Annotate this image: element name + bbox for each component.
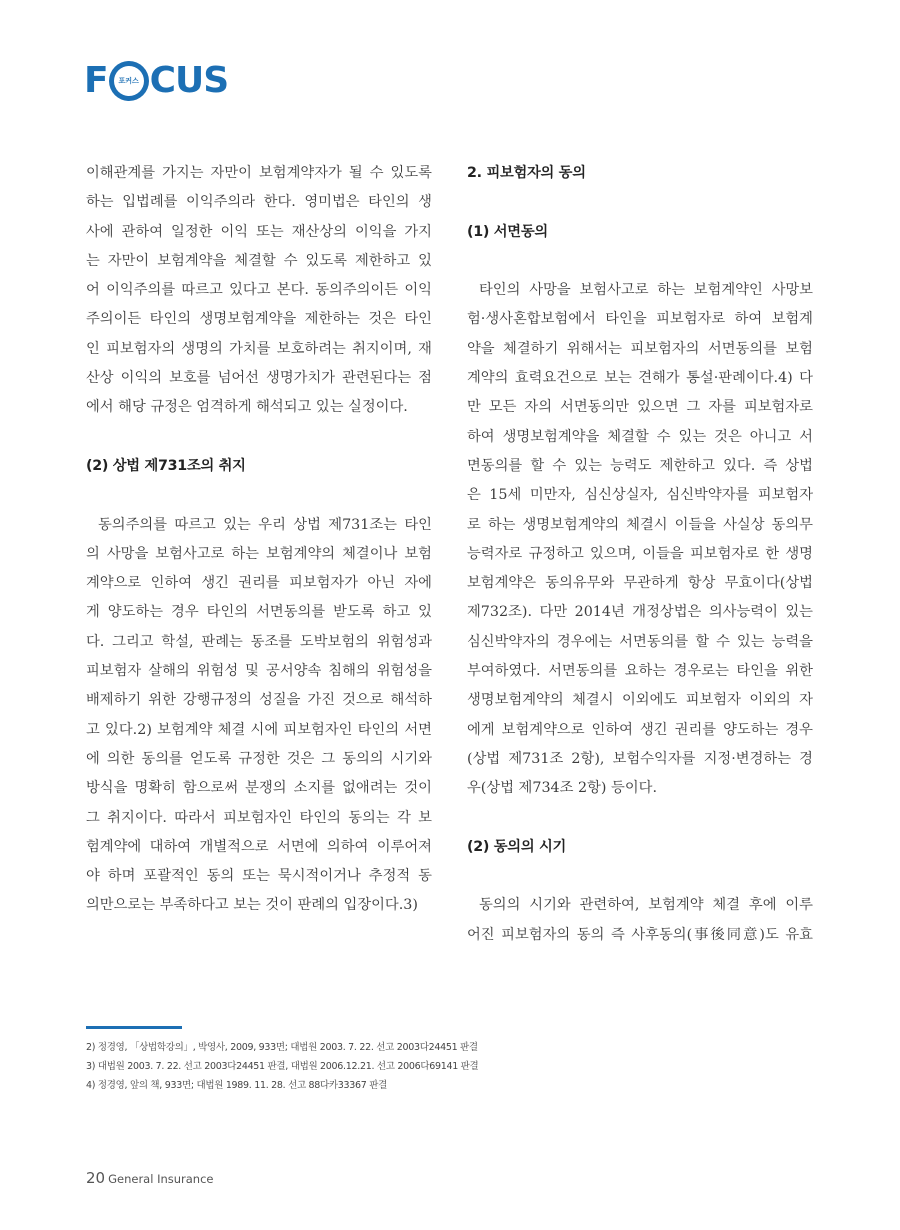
section-heading: (2) 동의의 시기 (467, 838, 567, 855)
body-text-line: 배제하기 위한 강행규정의 성질을 가진 것으로 해석하 (86, 692, 432, 709)
body-text-line: 에 의한 동의를 얻도록 규정한 것은 그 동의의 시기와 (86, 750, 432, 767)
body-text-line: 에게 보험계약으로 인하여 생긴 권리를 양도하는 경우 (467, 721, 813, 738)
body-text-line: 피보험자 살해의 위험성 및 공서양속 침해의 위험성을 (86, 663, 432, 680)
body-text-line: 동의주의를 따르고 있는 우리 상법 제731조는 타인 (98, 516, 432, 533)
body-text-line: 심신박약자의 경우에는 서면동의를 할 수 있는 능력을 (467, 633, 813, 650)
body-text-line: 산상 이익의 보호를 넘어선 생명가치가 관련된다는 점 (86, 370, 432, 387)
logo-badge-text: 포커스 (114, 66, 144, 96)
body-text-line: (상법 제731조 2항), 보험수익자를 지정·변경하는 경 (467, 750, 813, 767)
body-text-line: 의만으로는 부족하다고 보는 것이 판례의 입장이다.3) (86, 897, 418, 914)
footnote-divider (86, 1026, 182, 1029)
body-text-line: 면동의를 할 수 있는 능력도 제한하고 있다. 즉 상법 (467, 457, 813, 474)
paragraph-gap (467, 804, 813, 833)
body-text-line: 그 취지이다. 따라서 피보험자인 타인의 동의는 각 보 (86, 809, 432, 826)
body-text-line: 계약으로 인하여 생긴 권리를 피보험자가 아닌 자에 (86, 575, 432, 592)
body-text-line: 능력자로 규정하고 있으며, 이들을 피보험자로 한 생명 (467, 545, 813, 562)
logo-letter-f: F (84, 60, 108, 101)
page-footer (86, 1168, 214, 1187)
body-text-line: 보험계약은 동의유무와 무관하게 항상 무효이다(상법 (467, 575, 813, 592)
section-heading: 2. 피보험자의 동의 (467, 165, 586, 181)
left-column (86, 159, 432, 921)
body-text-line: 험계약에 대하여 개별적으로 서면에 의하여 이루어져 (86, 838, 432, 855)
paragraph-gap (467, 247, 813, 276)
body-text-line: 험·생사혼합보험에서 타인을 피보험자로 하여 보험계 (467, 311, 813, 328)
paragraph-gap (86, 481, 432, 510)
body-text-line: 부여하였다. 서면동의를 요하는 경우로는 타인을 위한 (467, 663, 813, 680)
body-text-line: 로 하는 생명보험계약의 체결시 이들을 사실상 동의무 (467, 516, 813, 533)
section-heading: (2) 상법 제731조의 취지 (86, 457, 246, 474)
body-text-line: 우(상법 제734조 2항) 등이다. (467, 780, 658, 797)
body-text-line: 에서 해당 규정은 엄격하게 해석되고 있는 실정이다. (86, 399, 408, 416)
right-column (467, 159, 813, 950)
page-number: 20 (86, 1169, 106, 1187)
section-heading: (1) 서면동의 (467, 223, 548, 240)
body-text-line: 방식을 명확히 함으로써 분쟁의 소지를 없애려는 것이 (86, 780, 432, 797)
body-text-line: 주의이든 타인의 생명보험계약을 제한하는 것은 타인 (86, 311, 432, 328)
body-text-line: 사에 관하여 일정한 이익 또는 재산상의 이익을 가지 (86, 223, 432, 240)
body-text-line: 게 양도하는 경우 타인의 서면동의를 받도록 하고 있 (86, 604, 432, 621)
body-text-line: 만 모든 자의 서면동의만 있으면 그 자를 피보험자로 (467, 399, 813, 416)
publication-name: General Insurance (108, 1172, 214, 1186)
body-text-line: 어진 피보험자의 동의 즉 사후동의(事後同意)도 유효 (467, 926, 813, 943)
body-text-line: 야 하며 포괄적인 동의 또는 묵시적이거나 추정적 동 (86, 868, 432, 885)
body-text-line: 하는 입법례를 이익주의라 한다. 영미법은 타인의 생 (86, 194, 432, 211)
body-text-line: 이해관계를 가지는 자만이 보험계약자가 될 수 있도록 (86, 165, 432, 181)
body-text-line: 약을 체결하기 위해서는 피보험자의 서면동의를 보험 (467, 340, 813, 357)
body-text-line: 계약의 효력요건으로 보는 견해가 통설·판례이다.4) 다 (467, 370, 813, 387)
body-text-line: 타인의 사망을 보험사고로 하는 보험계약인 사망보 (479, 282, 813, 299)
body-text-line: 하여 생명보험계약을 체결할 수 있는 것은 아니고 서 (467, 428, 813, 445)
body-text-line: 는 자만이 보험계약을 체결할 수 있도록 제한하고 있 (86, 252, 432, 269)
body-text-line: 어 이익주의를 따르고 있다고 본다. 동의주의이든 이익 (86, 282, 432, 299)
paragraph-gap (467, 862, 813, 891)
body-text-line: 생명보험계약의 체결시 이외에도 피보험자 이외의 자 (467, 692, 813, 709)
footnote-3: 3) 대법원 2003. 7. 22. 선고 2003다24451 판결, 대법원 2006.12.21. 선고 2006다69141 판결 (86, 1061, 479, 1072)
body-text-line: 다. 그리고 학설, 판례는 동조를 도박보험의 위험성과 (86, 633, 432, 650)
body-text-line: 고 있다.2) 보험계약 체결 시에 피보험자인 타인의 서면 (86, 721, 432, 738)
paragraph-gap (86, 423, 432, 452)
footnote-4: 4) 정경영, 앞의 책, 933면; 대법원 1989. 11. 28. 선고 88다카33367 판결 (86, 1080, 387, 1091)
footnote-2: 2) 정경영, 「상법학강의」, 박영사, 2009, 933면; 대법원 2003. 7. 22. 선고 2003다24451 판결 (86, 1042, 478, 1053)
paragraph-gap (467, 188, 813, 217)
footnotes (86, 1038, 478, 1095)
magazine-logo (84, 58, 228, 104)
logo-o-badge (109, 61, 149, 101)
body-text-line: 동의의 시기와 관련하여, 보험계약 체결 후에 이루 (479, 897, 813, 914)
logo-letters-cus: CUS (149, 60, 229, 101)
body-text-line: 은 15세 미만자, 심신상실자, 심신박약자를 피보험자 (467, 487, 813, 504)
body-text-line: 의 사망을 보험사고로 하는 보험계약의 체결이나 보험 (86, 545, 432, 562)
body-text-line: 제732조). 다만 2014년 개정상법은 의사능력이 있는 (467, 604, 813, 621)
body-text-line: 인 피보험자의 생명의 가치를 보호하려는 취지이며, 재 (86, 340, 432, 357)
